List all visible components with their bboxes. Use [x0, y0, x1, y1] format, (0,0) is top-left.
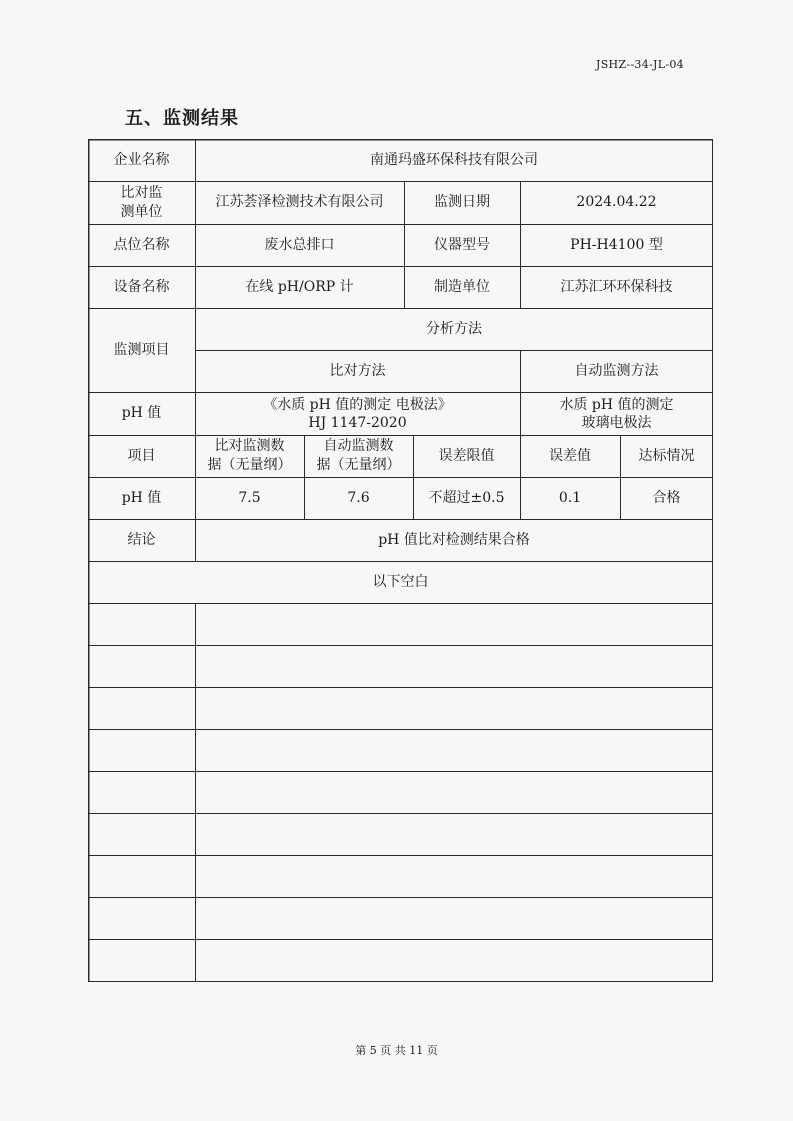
device-label: 设备名称 [113, 278, 170, 295]
auto-method-value: 水质 pH 值的测定 玻璃电极法 [559, 396, 674, 431]
instrument-model-value: PH-H4100 型 [570, 236, 663, 253]
blank-below-note: 以下空白 [372, 573, 429, 590]
ph-result-label: pH 值 [121, 489, 162, 506]
comparison-unit-label: 比对监 测单位 [120, 184, 163, 220]
conclusion-value: pH 值比对检测结果合格 [378, 531, 530, 548]
error-limit-value: 不超过±0.5 [428, 489, 505, 506]
ph-method-label: pH 值 [121, 405, 162, 421]
auto-method-header: 自动监测方法 [574, 362, 659, 379]
company-value: 南通玛盛环保科技有限公司 [370, 151, 538, 168]
auto-data-value: 7.6 [347, 489, 370, 506]
document-code: JSHZ--34-JL-04 [596, 58, 684, 71]
comparison-data-header: 比对监测数 据（无量纲） [207, 438, 292, 473]
comparison-method-header: 比对方法 [329, 362, 386, 379]
error-limit-header: 误差限值 [438, 447, 495, 464]
device-value: 在线 pH/ORP 计 [245, 278, 354, 295]
company-label: 企业名称 [113, 151, 170, 168]
point-label: 点位名称 [113, 236, 170, 253]
comparison-data-value: 7.5 [238, 489, 261, 506]
result-item-header: 项目 [127, 447, 156, 464]
section-title: 五、监测结果 [125, 108, 239, 129]
conclusion-label: 结论 [127, 531, 156, 548]
error-value-header: 误差值 [549, 447, 591, 464]
monitoring-date-label: 监测日期 [434, 194, 490, 210]
compliance-header: 达标情况 [638, 447, 695, 464]
comparison-method-value: 《水质 pH 值的测定 电极法》 HJ 1147-2020 [263, 396, 452, 431]
analysis-method-header: 分析方法 [426, 320, 482, 337]
monitoring-date-value: 2024.04.22 [576, 194, 657, 210]
manufacturer-value: 江苏汇环环保科技 [560, 278, 673, 295]
results-table [88, 139, 713, 982]
page-number: 第 5 页 共 11 页 [355, 1044, 438, 1057]
compliance-value: 合格 [652, 489, 681, 506]
error-value: 0.1 [558, 489, 582, 506]
monitoring-item-label: 监测项目 [113, 341, 170, 358]
auto-data-header: 自动监测数 据（无量纲） [316, 438, 401, 473]
instrument-model-label: 仪器型号 [434, 236, 490, 253]
comparison-unit-value: 江苏荟泽检测技术有限公司 [215, 194, 384, 210]
point-value: 废水总排口 [264, 236, 335, 253]
manufacturer-label: 制造单位 [434, 278, 490, 295]
